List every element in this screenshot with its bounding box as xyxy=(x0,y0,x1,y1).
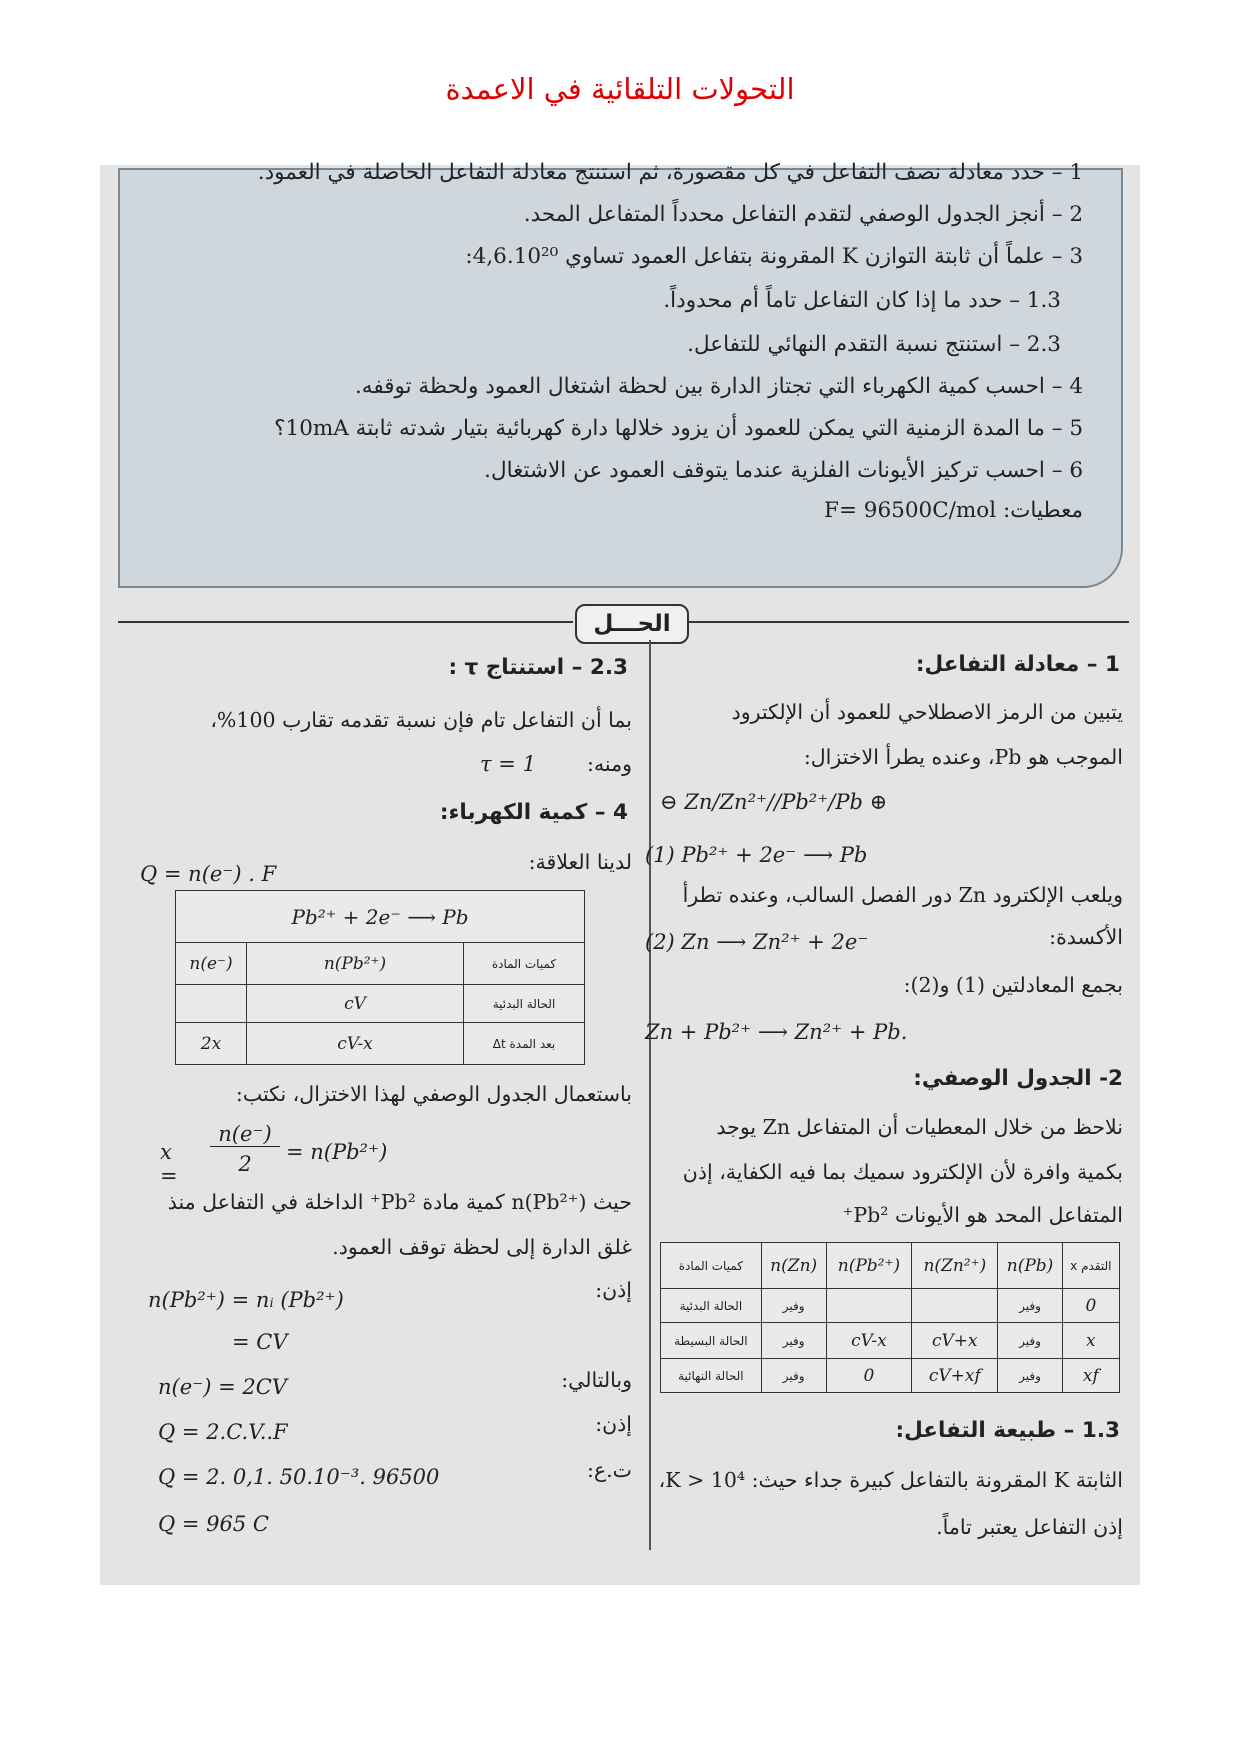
fraction-numerator: n(e⁻) xyxy=(210,1122,280,1147)
table-header: التقدم x xyxy=(1062,1243,1119,1289)
text-line: بكمية وافرة لأن الإلكترود سميك بما فيه الكفاية، إذن xyxy=(682,1160,1123,1184)
equation-reduction: (1) Pb²⁺ + 2e⁻ ⟶ Pb xyxy=(645,843,868,867)
table-cell: الحالة البدئية xyxy=(464,985,585,1023)
table-header: n(Pb²⁺) xyxy=(247,943,464,985)
table-header: n(e⁻) xyxy=(176,943,247,985)
table-equation: Pb²⁺ + 2e⁻ ⟶ Pb xyxy=(176,891,585,943)
heading-deduce-tau: 2.3 – استنتاج τ : xyxy=(448,655,628,680)
table-cell xyxy=(912,1289,998,1323)
equation-charge-relation: Q = n(e⁻) . F xyxy=(140,862,277,886)
progress-table-right xyxy=(660,1242,1120,1393)
table-cell: الحالة البدئية xyxy=(661,1289,762,1323)
heading-descriptive-table: 2- الجدول الوصفي: xyxy=(913,1066,1123,1091)
solution-rule-right xyxy=(689,621,1129,623)
question-6: 6 – احسب تركيز الأيونات الفلزية عندما يتوقف العمود عن الاشتغال. xyxy=(484,458,1083,483)
question-3: 3 – علماً أن ثابتة التوازن K المقرونة بتفاعل العمود تساوي 4,6.10²⁰: xyxy=(465,244,1083,269)
column-divider xyxy=(649,640,651,1550)
table-cell: وفير xyxy=(761,1359,826,1393)
text-line: إذن: xyxy=(595,1412,632,1436)
text-line: وبالتالي: xyxy=(561,1368,632,1392)
table-cell: cV xyxy=(247,985,464,1023)
question-2: 2 – أنجز الجدول الوصفي لتقدم التفاعل محدداً المتفاعل المحد. xyxy=(523,202,1083,227)
table-cell: وفير xyxy=(998,1323,1062,1359)
table-cell: cV+x xyxy=(912,1323,998,1359)
text-line: الثابتة K المقرونة بالتفاعل كبيرة جداء حيث: K > 10⁴، xyxy=(658,1468,1123,1492)
text-line: بجمع المعادلتين (1) و(2): xyxy=(903,973,1123,997)
table-cell: وفير xyxy=(761,1323,826,1359)
fraction-rhs: = n(Pb²⁺) xyxy=(286,1140,388,1164)
table-cell: وفير xyxy=(761,1289,826,1323)
page-title: التحولات التلقائية في الاعمدة xyxy=(445,72,795,106)
fraction-denominator: 2 xyxy=(238,1152,252,1176)
equation-oxidation: (2) Zn ⟶ Zn²⁺ + 2e⁻ xyxy=(645,930,869,954)
text-line: باستعمال الجدول الوصفي لهذا الاختزال، نكتب: xyxy=(235,1082,632,1106)
progress-table-left xyxy=(175,890,585,1065)
question-1: 1 – حدد معادلة نصف التفاعل في كل مقصورة، ثم استنتج معادلة التفاعل الحاصلة في العمود. xyxy=(257,160,1083,185)
table-cell: cV-x xyxy=(247,1023,464,1065)
table-cell: وفير xyxy=(998,1359,1062,1393)
table-header: n(Zn²⁺) xyxy=(912,1243,998,1289)
solution-rule-left xyxy=(118,621,573,623)
table-header: n(Pb²⁺) xyxy=(826,1243,912,1289)
table-cell: الحالة البسيطة xyxy=(661,1323,762,1359)
text-line: المتفاعل المحد هو الأيونات Pb²⁺ xyxy=(842,1203,1123,1227)
table-header: كميات المادة xyxy=(464,943,585,985)
equation-step: n(e⁻) = 2CV xyxy=(158,1375,287,1399)
question-5: 5 – ما المدة الزمنية التي يمكن للعمود أن يزود خلالها دارة كهربائية بتيار شدته ثابتة 10mA؟ xyxy=(274,416,1083,441)
table-cell: 0 xyxy=(1062,1289,1119,1323)
table-cell: cV+xf xyxy=(912,1359,998,1393)
question-3-1: 1.3 – حدد ما إذا كان التفاعل تاماً أم محدوداً. xyxy=(663,288,1061,313)
given-data: معطيات: F= 96500C/mol xyxy=(824,498,1083,523)
questions-box xyxy=(118,160,1123,588)
equation-step: Q = 2.C.V..F xyxy=(158,1420,288,1444)
text-line: يتبين من الرمز الاصطلاحي للعمود أن الإلكترود xyxy=(731,700,1123,724)
text-line: إذن: xyxy=(595,1278,632,1302)
text-line: لدينا العلاقة: xyxy=(528,850,632,874)
text-line: بما أن التفاعل تام فإن نسبة تقدمه تقارب 100%، xyxy=(210,708,632,732)
text-line: نلاحظ من خلال المعطيات أن المتفاعل Zn يوجد xyxy=(716,1115,1123,1139)
solution-heading: الحـــل xyxy=(575,604,689,644)
table-cell: وفير xyxy=(998,1289,1062,1323)
question-4: 4 – احسب كمية الكهرباء التي تجتاز الدارة بين لحظة اشتغال العمود ولحظة توقفه. xyxy=(354,374,1083,399)
table-cell: xf xyxy=(1062,1359,1119,1393)
text-line: غلق الدارة إلى لحظة توقف العمود. xyxy=(332,1235,632,1259)
table-cell: 2x xyxy=(176,1023,247,1065)
heading-reaction-nature: 1.3 – طبيعة التفاعل: xyxy=(895,1418,1120,1443)
cell-notation: ⊖ Zn/Zn²⁺//Pb²⁺/Pb ⊕ xyxy=(660,790,888,814)
equation-step: Q = 2. 0,1. 50.10⁻³. 96500 xyxy=(158,1465,440,1489)
table-cell xyxy=(826,1289,912,1323)
heading-reaction-equation: 1 – معادلة التفاعل: xyxy=(915,652,1120,677)
text-line: حيث n(Pb²⁺) كمية مادة Pb²⁺ الداخلة في التفاعل منذ xyxy=(167,1190,632,1214)
table-header: n(Pb) xyxy=(998,1243,1062,1289)
table-cell: 0 xyxy=(826,1359,912,1393)
table-cell: بعد المدة Δt xyxy=(464,1023,585,1065)
text-line: الموجب هو Pb، وعنده يطرأ الاختزال: xyxy=(803,745,1123,769)
table-cell: cV-x xyxy=(826,1323,912,1359)
fraction-lhs: x = xyxy=(160,1140,178,1188)
table-cell: x xyxy=(1062,1323,1119,1359)
heading-electric-charge: 4 – كمية الكهرباء: xyxy=(439,800,628,825)
table-cell: الحالة النهائية xyxy=(661,1359,762,1393)
table-cell xyxy=(176,985,247,1023)
question-3-2: 2.3 – استنتج نسبة التقدم النهائي للتفاعل. xyxy=(687,332,1061,357)
text-line: الأكسدة: xyxy=(1049,925,1123,949)
equation-result: Q = 965 C xyxy=(158,1512,269,1536)
text-line: ومنه: xyxy=(587,752,632,776)
equation-overall: Zn + Pb²⁺ ⟶ Zn²⁺ + Pb. xyxy=(645,1020,908,1044)
text-line: إذن التفاعل يعتبر تاماً. xyxy=(936,1515,1123,1539)
text-line: ويلعب الإلكترود Zn دور الفصل السالب، وعنده تطرأ xyxy=(682,883,1123,907)
text-line: ت.ع: xyxy=(587,1458,632,1482)
equation-tau: τ = 1 xyxy=(480,752,536,776)
equation-step: n(Pb²⁺) = nᵢ (Pb²⁺) xyxy=(148,1288,344,1312)
table-header: n(Zn) xyxy=(761,1243,826,1289)
equation-step: = CV xyxy=(232,1330,288,1354)
table-header: كميات المادة xyxy=(661,1243,762,1289)
